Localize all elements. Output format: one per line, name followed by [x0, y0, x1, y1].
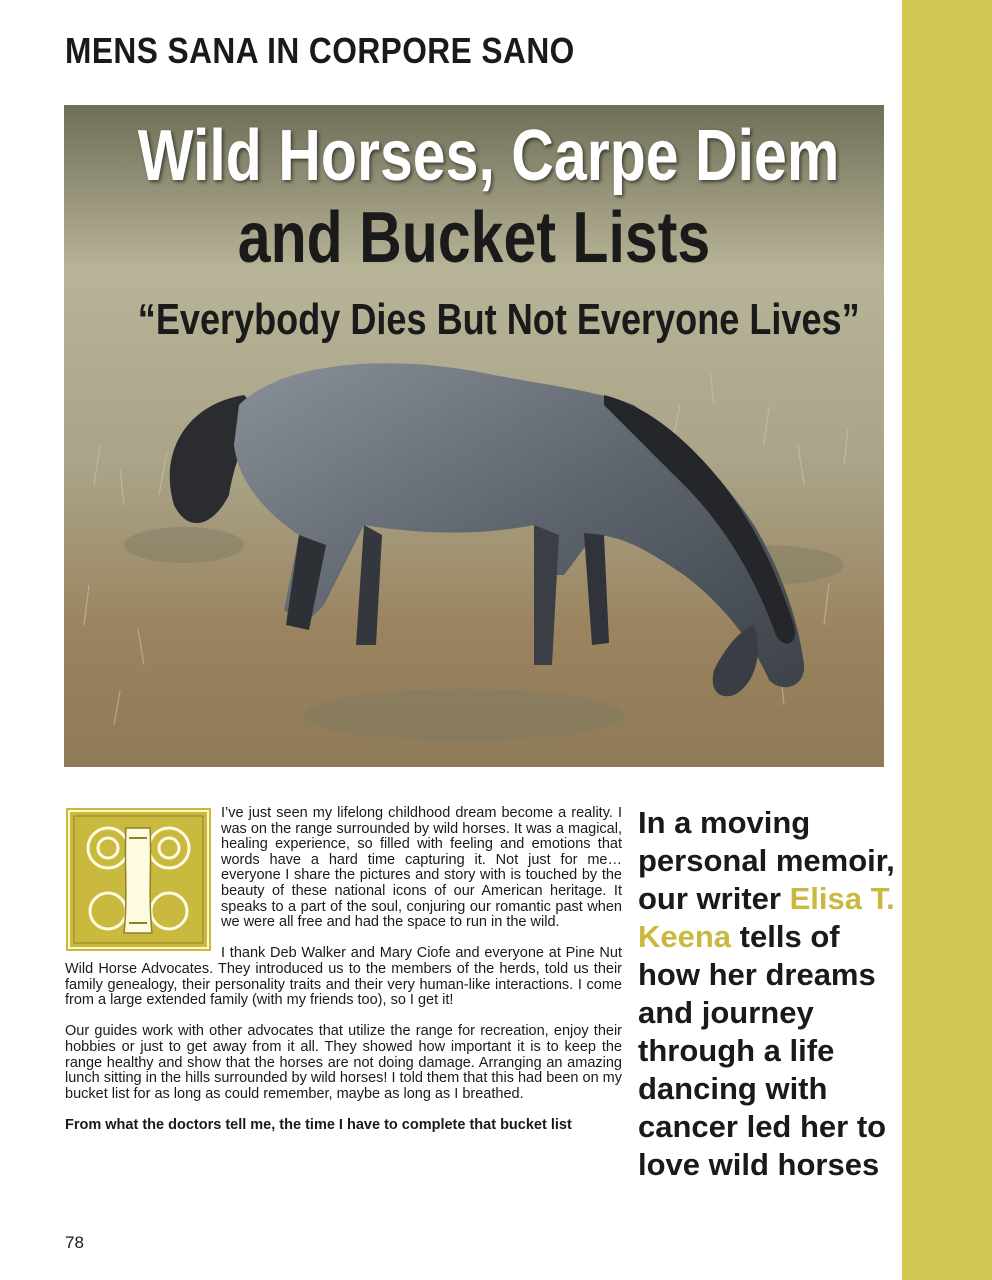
section-header: MENS SANA IN CORPORE SANO — [65, 30, 575, 71]
pull-quote-rest: tells of how her dreams and journey through a life dancing with cancer led her to love wild horses — [638, 919, 887, 1182]
page-number: 78 — [65, 1233, 84, 1252]
article-title-line1: Wild Horses, Carpe Diem — [137, 116, 840, 196]
initial-spacer — [65, 806, 221, 948]
pull-quote — [638, 804, 898, 1184]
article-subtitle: “Everybody Dies But Not Everyone Lives” — [137, 295, 860, 344]
article-title-line2: and Bucket Lists — [237, 198, 711, 278]
paragraph-4-bold: From what the doctors tell me, the time I have to complete that bucket list — [65, 1116, 572, 1133]
paragraph-3: Our guides work with other advocates that utilize the range for recreation, enjoy their hobbies or just to get away from it all. They showed how important it is to keep the range healthy and show that the horses are not doing damage. Arranging an amazing lunch sitting in the hills surrounded by wild horses! I told them that this had been on my bucket list for as long as could remember, maybe as long as I breathed. — [65, 1023, 622, 1102]
paragraph-1: I’ve just seen my lifelong childhood dream become a reality. I was on the range surrounded by wild horses. It was a magical, healing experience, so filled with feeling and emotions that words have a hard time capturing it. Not just for me… everyone I share the pictures and story with is touched by the beauty of these national icons of our American heritage. It speaks to a part of the soul, conjuring our romantic past when we were all free and had the space to run in the wild. — [221, 805, 622, 931]
accent-side-bar — [902, 0, 992, 1280]
article-body — [65, 806, 622, 1149]
hero-image — [64, 105, 884, 767]
pull-quote-intro: In a moving personal memoir, our writer — [638, 805, 895, 916]
author-name: Elisa T. Keena — [638, 881, 895, 954]
paragraph-2: I thank Deb Walker and Mary Ciofe and everyone at Pine Nut Wild Horse Advocates. They introduced us to the members of the herds, told us their family genealogy, their personality traits and their very human-like interactions. I come from a large extended family (with my friends too), so I get it! — [65, 945, 622, 1009]
